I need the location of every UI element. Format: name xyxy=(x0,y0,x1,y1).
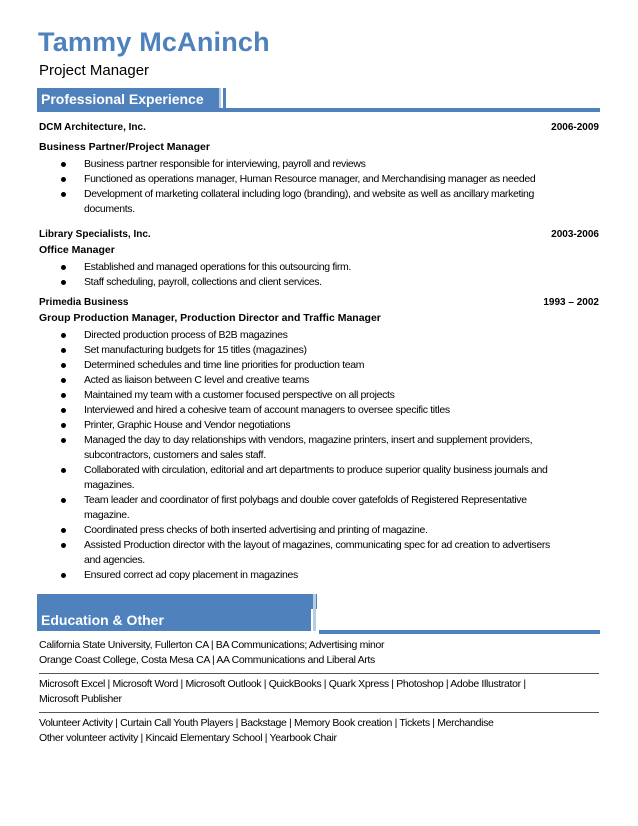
volunteer-block xyxy=(39,716,599,746)
bullet-icon xyxy=(61,192,66,197)
section-rule xyxy=(319,630,600,634)
bullet-item: Ensured correct ad copy placement in magazines xyxy=(39,568,599,583)
bullet-icon xyxy=(61,333,66,338)
bullet-item: Collaborated with circulation, editorial and art departments to produce superior quality business journals and xyxy=(39,463,599,478)
bullet-item: Managed the day to day relationships with vendors, magazine printers, insert and supplement providers, xyxy=(39,433,599,448)
job-entry xyxy=(39,297,599,583)
bullet-item: Team leader and coordinator of first polybags and double cover gatefolds of Registered Representative xyxy=(39,493,599,508)
section-bar-accent xyxy=(219,88,221,110)
bullet-item: Development of marketing collateral including logo (branding), and website as well as ancillary marketing xyxy=(39,187,599,202)
bullet-icon xyxy=(61,363,66,368)
experience-section-header xyxy=(37,88,600,112)
education-section-title: Education & Other xyxy=(37,609,311,631)
bullet-icon xyxy=(61,378,66,383)
job-bullets xyxy=(39,157,599,217)
job-dates: 2003-2006 xyxy=(551,229,599,240)
bullet-item: Maintained my team with a customer focused perspective on all projects xyxy=(39,388,599,403)
section-bar-accent xyxy=(223,88,226,110)
bullet-continuation: magazines. xyxy=(84,479,135,491)
education-block xyxy=(39,638,599,668)
volunteer-line: Other volunteer activity | Kincaid Elementary School | Yearbook Chair xyxy=(39,732,337,744)
bullet-icon xyxy=(61,543,66,548)
job-bullets xyxy=(39,260,599,290)
job-role: Business Partner/Project Manager xyxy=(39,141,210,153)
bullet-item: Established and managed operations for this outsourcing firm. xyxy=(39,260,599,275)
job-role: Office Manager xyxy=(39,244,115,256)
job-company: Library Specialists, Inc. xyxy=(39,229,151,240)
software-line: Microsoft Excel | Microsoft Word | Microsoft Outlook | QuickBooks | Quark Xpress | Photoshop | Adobe Illustrator | xyxy=(39,678,526,690)
software-block xyxy=(39,677,599,707)
bullet-item: Business partner responsible for interviewing, payroll and reviews xyxy=(39,157,599,172)
bullet-continuation: and agencies. xyxy=(84,554,145,566)
bullet-continuation: documents. xyxy=(84,203,135,215)
bullet-icon xyxy=(61,408,66,413)
bullet-item: Printer, Graphic House and Vendor negotiations xyxy=(39,418,599,433)
bullet-item: Directed production process of B2B magazines xyxy=(39,328,599,343)
bullet-item: Set manufacturing budgets for 15 titles (magazines) xyxy=(39,343,599,358)
divider xyxy=(39,712,599,713)
section-bar-accent xyxy=(37,594,317,609)
job-entry xyxy=(39,122,599,217)
bullet-item: Acted as liaison between C level and creative teams xyxy=(39,373,599,388)
experience-section-title: Professional Experience xyxy=(37,88,219,110)
job-dates: 2006-2009 xyxy=(551,122,599,133)
bullet-icon xyxy=(61,423,66,428)
job-role: Group Production Manager, Production Director and Traffic Manager xyxy=(39,312,381,324)
job-bullets xyxy=(39,328,599,583)
job-dates: 1993 – 2002 xyxy=(543,297,599,308)
section-rule xyxy=(37,108,600,112)
software-line: Microsoft Publisher xyxy=(39,693,122,705)
bullet-continuation: subcontractors, customers and sales staff. xyxy=(84,449,266,461)
education-line: Orange Coast College, Costa Mesa CA | AA Communications and Liberal Arts xyxy=(39,654,375,666)
bullet-icon xyxy=(61,528,66,533)
job-company: DCM Architecture, Inc. xyxy=(39,122,146,133)
bullet-icon xyxy=(61,280,66,285)
section-bar-accent xyxy=(313,594,316,631)
divider xyxy=(39,673,599,674)
bullet-icon xyxy=(61,162,66,167)
bullet-item: Coordinated press checks of both inserted advertising and printing of magazine. xyxy=(39,523,599,538)
bullet-icon xyxy=(61,265,66,270)
bullet-icon xyxy=(61,177,66,182)
bullet-icon xyxy=(61,468,66,473)
bullet-icon xyxy=(61,498,66,503)
job-entry xyxy=(39,229,599,290)
candidate-name: Tammy McAninch xyxy=(38,27,270,57)
education-section-header xyxy=(37,594,600,634)
job-company: Primedia Business xyxy=(39,297,129,308)
bullet-icon xyxy=(61,438,66,443)
volunteer-line: Volunteer Activity | Curtain Call Youth Players | Backstage | Memory Book creation | Tickets | Merchandise xyxy=(39,717,494,729)
bullet-icon xyxy=(61,348,66,353)
bullet-item: Staff scheduling, payroll, collections and client services. xyxy=(39,275,599,290)
bullet-item: Determined schedules and time line priorities for production team xyxy=(39,358,599,373)
bullet-icon xyxy=(61,393,66,398)
bullet-item: Assisted Production director with the layout of magazines, communicating spec for ad creation to advertisers xyxy=(39,538,599,553)
candidate-title: Project Manager xyxy=(39,62,150,79)
bullet-icon xyxy=(61,573,66,578)
education-line: California State University, Fullerton CA | BA Communications; Advertising minor xyxy=(39,639,385,651)
bullet-item: Functioned as operations manager, Human Resource manager, and Merchandising manager as needed xyxy=(39,172,599,187)
bullet-continuation: magazine. xyxy=(84,509,130,521)
bullet-item: Interviewed and hired a cohesive team of account managers to oversee specific titles xyxy=(39,403,599,418)
